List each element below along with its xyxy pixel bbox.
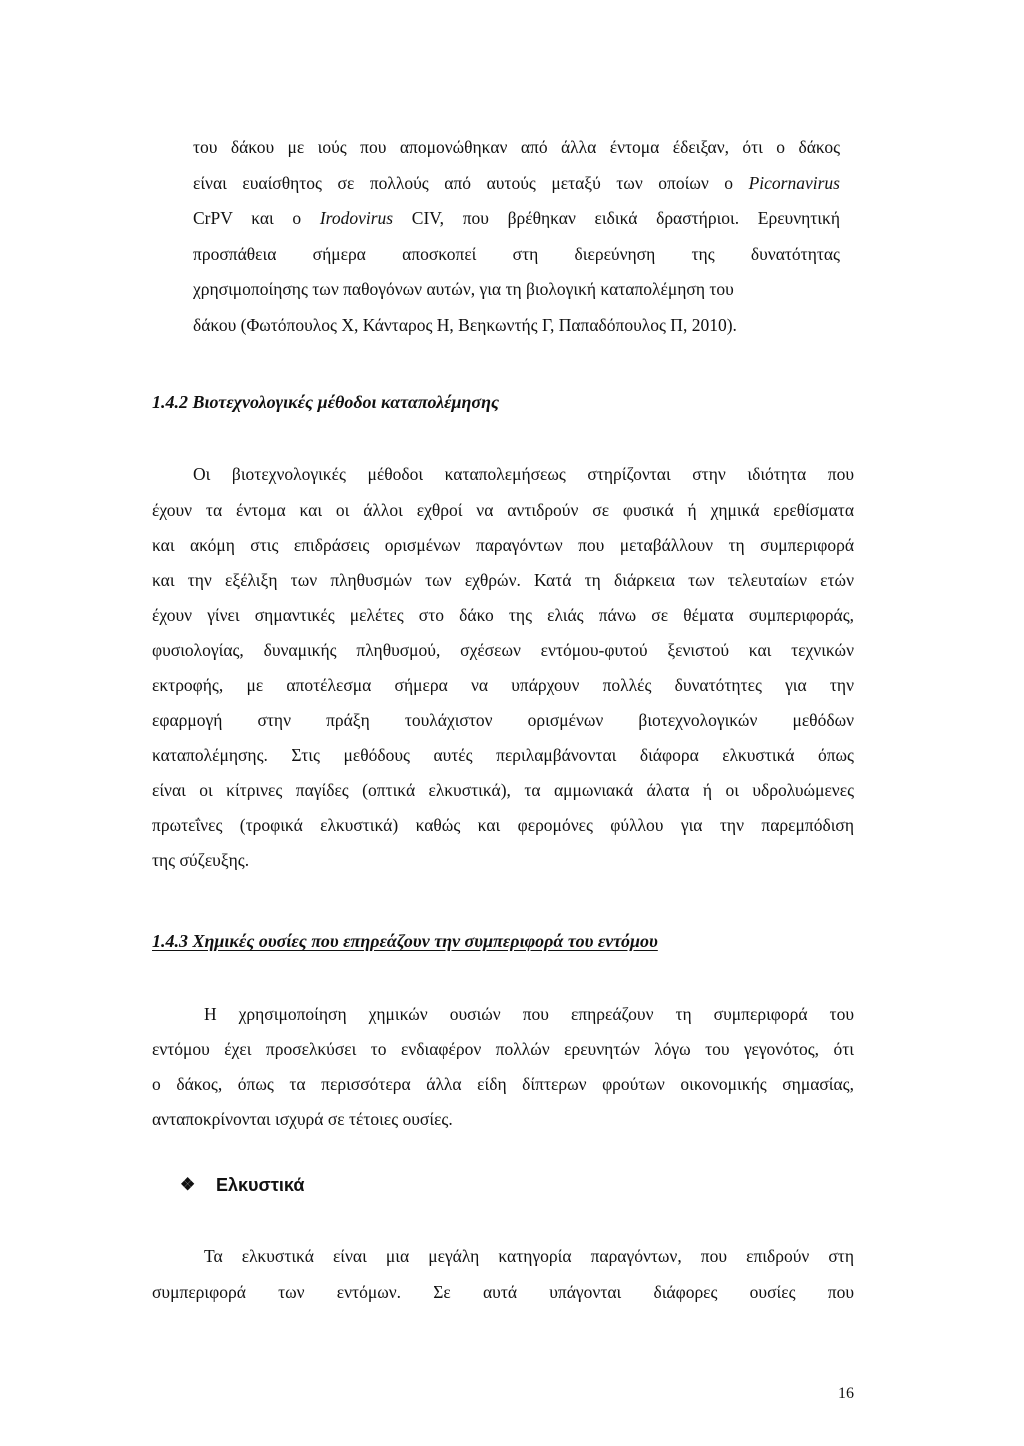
paragraph-line: πρωτεΐνες (τροφικά ελκυστικά) καθώς και φερομόνες φύλλου για την παρεμπόδιση	[152, 815, 854, 835]
diamond-bullet-icon: ❖	[180, 1175, 196, 1194]
paragraph-line: Τα ελκυστικά είναι μια μεγάλη κατηγορία παραγόντων, που επιδρούν στη	[204, 1246, 854, 1266]
paragraph-line: ανταποκρίνονται ισχυρά σε τέτοιες ουσίες.	[152, 1109, 453, 1129]
section-heading-1-4-2: 1.4.2 Βιοτεχνολογικές μέθοδοι καταπολέμησης	[152, 392, 499, 412]
paragraph-line: Οι βιοτεχνολογικές μέθοδοι καταπολεμήσεως στηρίζονται στην ιδιότητα που	[193, 464, 854, 484]
page-number: 16	[838, 1385, 854, 1402]
virus-name: Picornavirus	[748, 173, 840, 193]
text-run: CIV, που βρέθηκαν ειδικά δραστήριοι. Ερευνητική	[393, 208, 840, 228]
paragraph-line: δάκου (Φωτόπουλος Χ, Κάνταρος Η, Βεηκωντής Γ, Παπαδόπουλος Π, 2010).	[193, 315, 737, 335]
text-run: CrPV και ο	[193, 208, 320, 228]
text-run: είναι ευαίσθητος σε πολλούς από αυτούς μεταξύ των οποίων ο	[193, 173, 749, 193]
paragraph-line: εκτροφής, με αποτέλεσμα σήμερα να υπάρχουν πολλές δυνατότητες για την	[152, 675, 854, 695]
paragraph-line	[193, 172, 840, 194]
paragraph-line: συμπεριφορά των εντόμων. Σε αυτά υπάγονται διάφορες ουσίες που	[152, 1282, 854, 1302]
paragraph-line: είναι οι κίτρινες παγίδες (οπτικά ελκυστικά), τα αμμωνιακά άλατα ή οι υδρολυώμενες	[152, 780, 854, 800]
paragraph-line: έχουν γίνει σημαντικές μελέτες στο δάκο της ελιάς πάνω σε θέματα συμπεριφοράς,	[152, 605, 854, 625]
paragraph-line: φυσιολογίας, δυναμικής πληθυσμού, σχέσεων εντόμου-φυτού ξενιστού και τεχνικών	[152, 640, 854, 660]
paragraph-line: εντόμου έχει προσελκύσει το ενδιαφέρον πολλών ερευνητών λόγω του γεγονότος, ότι	[152, 1039, 854, 1059]
paragraph-line: καταπολέμησης. Στις μεθόδους αυτές περιλαμβάνονται διάφορα ελκυστικά όπως	[152, 745, 854, 765]
paragraph-line: ο δάκος, όπως τα περισσότερα άλλα είδη δίπτερων φρούτων οικονομικής σημασίας,	[152, 1074, 854, 1094]
virus-name: Irodovirus	[319, 208, 394, 228]
paragraph-line: Η χρησιμοποίηση χημικών ουσιών που επηρεάζουν τη συμπεριφορά του	[204, 1004, 854, 1024]
section-heading-1-4-3: 1.4.3 Χημικές ουσίες που επηρεάζουν την συμπεριφορά του εντόμου	[152, 931, 658, 951]
attractants-title: Ελκυστικά	[216, 1175, 305, 1195]
paragraph-line: εφαρμογή στην πράξη τουλάχιστον ορισμένων βιοτεχνολογικών μεθόδων	[152, 710, 854, 730]
paragraph-line: προσπάθεια σήμερα αποσκοπεί στη διερεύνηση της δυνατότητας	[193, 244, 840, 264]
paragraph-line: του δάκου με ιούς που απομονώθηκαν από άλλα έντομα έδειξαν, ότι ο δάκος	[193, 137, 840, 157]
paragraph-line: και την εξέλιξη των πληθυσμών των εχθρών. Κατά τη διάρκεια των τελευταίων ετών	[152, 570, 854, 590]
paragraph-line: έχουν τα έντομα και οι άλλοι εχθροί να αντιδρούν σε φυσικά ή χημικά ερεθίσματα	[152, 500, 854, 520]
paragraph-line: και ακόμη στις επιδράσεις ορισμένων παραγόντων που μεταβάλλουν τη συμπεριφορά	[152, 535, 854, 555]
paragraph-line	[193, 207, 840, 229]
paragraph-line: της σύζευξης.	[152, 850, 250, 870]
paragraph-line: χρησιμοποίησης των παθογόνων αυτών, για τη βιολογική καταπολέμηση του	[193, 279, 734, 299]
